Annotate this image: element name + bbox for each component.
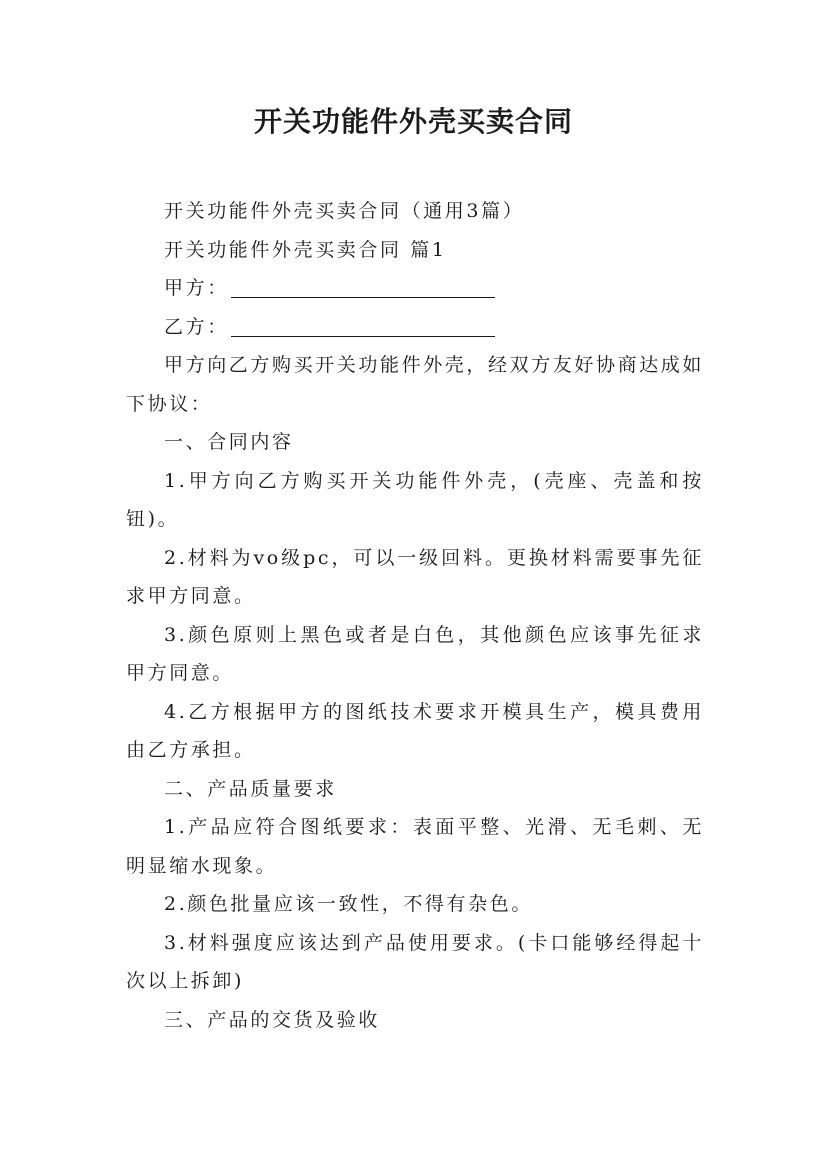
party-b-label: 乙方： [164,315,229,338]
clause-paragraph: 1.甲方向乙方购买开关功能件外壳，(壳座、壳盖和按钮)。 [126,469,704,530]
document-title: 开关功能件外壳买卖合同 [253,105,573,138]
clause-paragraph: 4.乙方根据甲方的图纸技术要求开模具生产，模具费用由乙方承担。 [126,700,704,761]
party-a-line [126,269,704,308]
clause-paragraph: 3.材料强度应该达到产品使用要求。(卡口能够经得起十次以上拆卸) [126,931,704,992]
clause-paragraph: 2.颜色批量应该一致性，不得有杂色。 [164,893,533,915]
party-b-line [126,308,704,347]
party-a-blank [231,273,495,298]
section-heading: 二、产品质量要求 [164,777,337,800]
clause-paragraph: 1.产品应符合图纸要求：表面平整、光滑、无毛刺、无明显缩水现象。 [126,816,704,877]
document-body [126,192,704,1039]
chapter-heading: 开关功能件外壳买卖合同 篇1 [164,238,447,261]
subtitle-paragraph: 开关功能件外壳买卖合同（通用3篇） [164,200,525,222]
party-b-blank [231,312,495,337]
section-heading: 一、合同内容 [164,431,294,453]
clause-paragraph: 2.材料为vo级pc，可以一级回料。更换材料需要事先征求甲方同意。 [126,546,704,607]
clause-paragraph: 3.颜色原则上黑色或者是白色，其他颜色应该事先征求甲方同意。 [126,623,704,684]
party-a-label: 甲方： [164,277,229,299]
section-heading: 三、产品的交货及验收 [164,1008,381,1031]
intro-paragraph: 甲方向乙方购买开关功能件外壳，经双方友好协商达成如下协议： [126,354,705,415]
